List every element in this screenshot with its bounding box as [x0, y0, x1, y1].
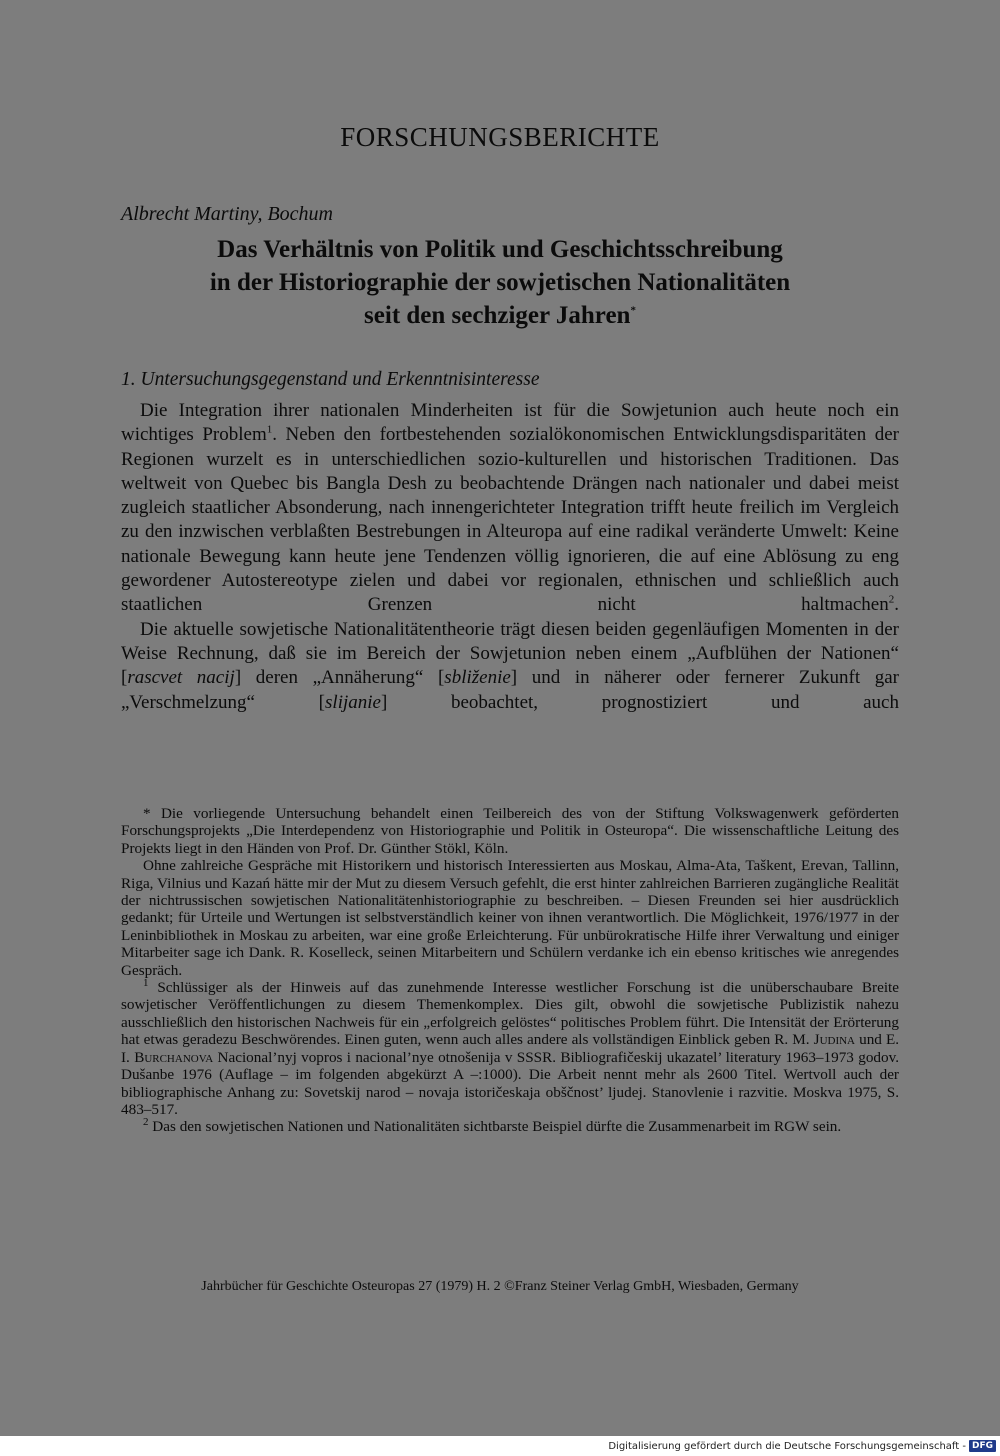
- footnote-1-mark: 1: [143, 977, 149, 989]
- footnote-ref-2: 2: [888, 594, 895, 607]
- body-paragraph-2: [121, 618, 899, 715]
- section-heading: 1. Untersuchungsgegenstand und Erkenntnisinteresse: [121, 369, 540, 390]
- footnote-1-author-1: Judina: [813, 1031, 856, 1049]
- title-footnote-mark: *: [630, 304, 636, 317]
- body-p2-text-3: ] und in näherer oder fernerer Zukunft gar „Verschmelzung“ [: [121, 667, 900, 713]
- footnote-ref-1: 1: [266, 423, 273, 436]
- body-p2-term-3: slijanie: [325, 691, 381, 713]
- footnote-star-text-2: Ohne zahlreiche Gespräche mit Historikern und historisch Interessierten aus Moskau, Alma-Ata, Taškent, Erevan, Tallinn, Riga, Vilnius und Kazań hätte mir der Mut zu diesem Versuch gefehlt, die erst hinter zahlreichen Barrieren zugängliche Realität der nichtrussischen sowjetischen Nationalitätenhistoriographie zu beschreiben. – Diesen Freunden sei hier ausdrücklich gedankt; für Urteile und Wertungen ist selbstverständlich keiner von ihnen verantwortlich. Die Möglichkeit, 1976/1977 in der Leninbibliothek in Moskau zu arbeiten, war eine große Erleichterung. Für unbürokratische Hilfe ihrer Verwaltung und einiger Mitarbeiter sage ich Dank. R. Koselleck, seinen Mitarbeitern und Schülern verdanke ich ein ebenso kritisches wie anregendes Gespräch.: [121, 857, 899, 979]
- digitization-banner: [608, 1439, 996, 1453]
- dfg-logo-icon: DFG: [969, 1440, 996, 1452]
- body-text: [121, 399, 899, 715]
- footnote-1-text-1: Schlüssiger als der Hinweis auf das zunehmende Interesse westlicher Forschung ist die unüberschaubare Breite sowjetischer Veröffentlichungen zu diesem Themenkomplex. Dies gilt, obwohl die sowjetische Publizistik nahezu ausschließlich den historischen Nachweis für ein „erfolgreich gelöstes“ politisches Problem führt. Die Intensität der Erörterung hat etwas geradezu Beschwörendes. Einen guten, wenn auch alles andere als vollständigen Einblick geben R. M.: [121, 979, 899, 1049]
- digitization-banner-text: Digitalisierung gefördert durch die Deutsche Forschungsgemeinschaft -: [608, 1440, 966, 1452]
- journal-citation: Jahrbücher für Geschichte Osteuropas 27 (1979) H. 2 ©Franz Steiner Verlag GmbH, Wiesbaden, Germany: [201, 1279, 799, 1294]
- footnotes: [121, 805, 899, 1136]
- footnote-star-text-1: Die vorliegende Untersuchung behandelt einen Teilbereich des von der Stiftung Volkswagenwerk geförderten Forschungsprojekts „Die Interdependenz von Historiographie und Politik in Osteuropa“. Die wissenschaftliche Leitung des Projekts liegt in den Händen von Prof. Dr. Günther Stökl, Köln.: [121, 805, 900, 857]
- footnote-1-author-2: Burchanova: [134, 1048, 214, 1066]
- footnote-2-text: Das den sowjetischen Nationen und Nationalitäten sichtbarste Beispiel dürfte die Zusammenarbeit im RGW sein.: [152, 1118, 842, 1136]
- footnote-star: [121, 805, 899, 857]
- footnote-1-text-2: und E. I.: [121, 1031, 900, 1066]
- article-title-line-1: Das Verhältnis von Politik und Geschichtsschreibung: [217, 236, 783, 263]
- article-title: [150, 233, 850, 332]
- body-p2-term-2: sbliženie: [444, 667, 511, 689]
- body-p2-text-2: ] deren „Annäherung“ [: [234, 667, 445, 689]
- article-title-line-2: in der Historiographie der sowjetischen Nationalitäten: [209, 269, 791, 296]
- article-title-line-3-text: seit den sechziger Jahren: [364, 302, 631, 329]
- body-p1-text-3: .: [894, 594, 899, 616]
- body-p2-text-4: ] beobachtet, prognostiziert und auch: [380, 691, 899, 713]
- footnote-star-continued: [121, 857, 899, 979]
- body-p2-text-1: Die aktuelle sowjetische Nationalitätentheorie trägt diesen beiden gegenläufigen Momenten in der Weise Rechnung, daß sie im Bereich der Sowjetunion neben einem „Aufblühen der Nationen“ [: [121, 618, 899, 689]
- body-p1-text-1: Die Integration ihrer nationalen Minderheiten ist für die Sowjetunion auch heute noch ein wichtiges Problem: [121, 400, 899, 446]
- author-line: Albrecht Martiny, Bochum: [121, 203, 333, 225]
- footnote-2-mark: 2: [143, 1116, 149, 1129]
- body-p1-text-2: . Neben den fortbestehenden sozialökonomischen Entwicklungsdisparitäten der Regionen wurzelt es in unterschiedlichen sozio-kulturellen und historischen Traditionen. Das weltweit von Quebec bis Bangla Desh zu beobachtende Drängen nach nationaler und dabei meist zugleich staatlicher Absonderung, nach innengerichteter Integration trifft heute freilich im Vergleich zu den inzwischen verblaßten Bestrebungen in Alteuropa auf eine radikal veränderte Umwelt: Keine nationale Bewegung kann heute jene Tendenzen völlig ignorieren, die auf eine Ablösung zu eng gewordener Autostereotype zielen und dabei vor regionalen, ethnischen und schließlich auch staatlichen Grenzen nicht haltmachen: [121, 424, 899, 616]
- footnote-1-text-3: Nacional’nyj vopros i nacional’nye otnošenija v SSSR. Bibliografičeskij ukazatel’ literatury 1963–1973 godov. Dušanbe 1976 (Auflage – im folgenden abgekürzt A –:1000). Die Arbeit nennt mehr als 2600 Titel. Wertvoll auch der bibliographische Anhang zu: Sovetskij narod – novaja istoričeskaja obščnost’ ljudej. Stanovlenie i razvitie. Moskva 1975, S. 483–517.: [121, 1048, 900, 1118]
- section-title: FORSCHUNGSBERICHTE: [340, 122, 660, 152]
- footnote-star-mark: *: [143, 805, 151, 822]
- article-title-line-3: [150, 299, 850, 332]
- footnote-1: [121, 979, 899, 1118]
- body-paragraph-1: [121, 399, 899, 618]
- footnote-2: [121, 1118, 899, 1135]
- body-p2-term-1: rascvet nacij: [127, 667, 235, 689]
